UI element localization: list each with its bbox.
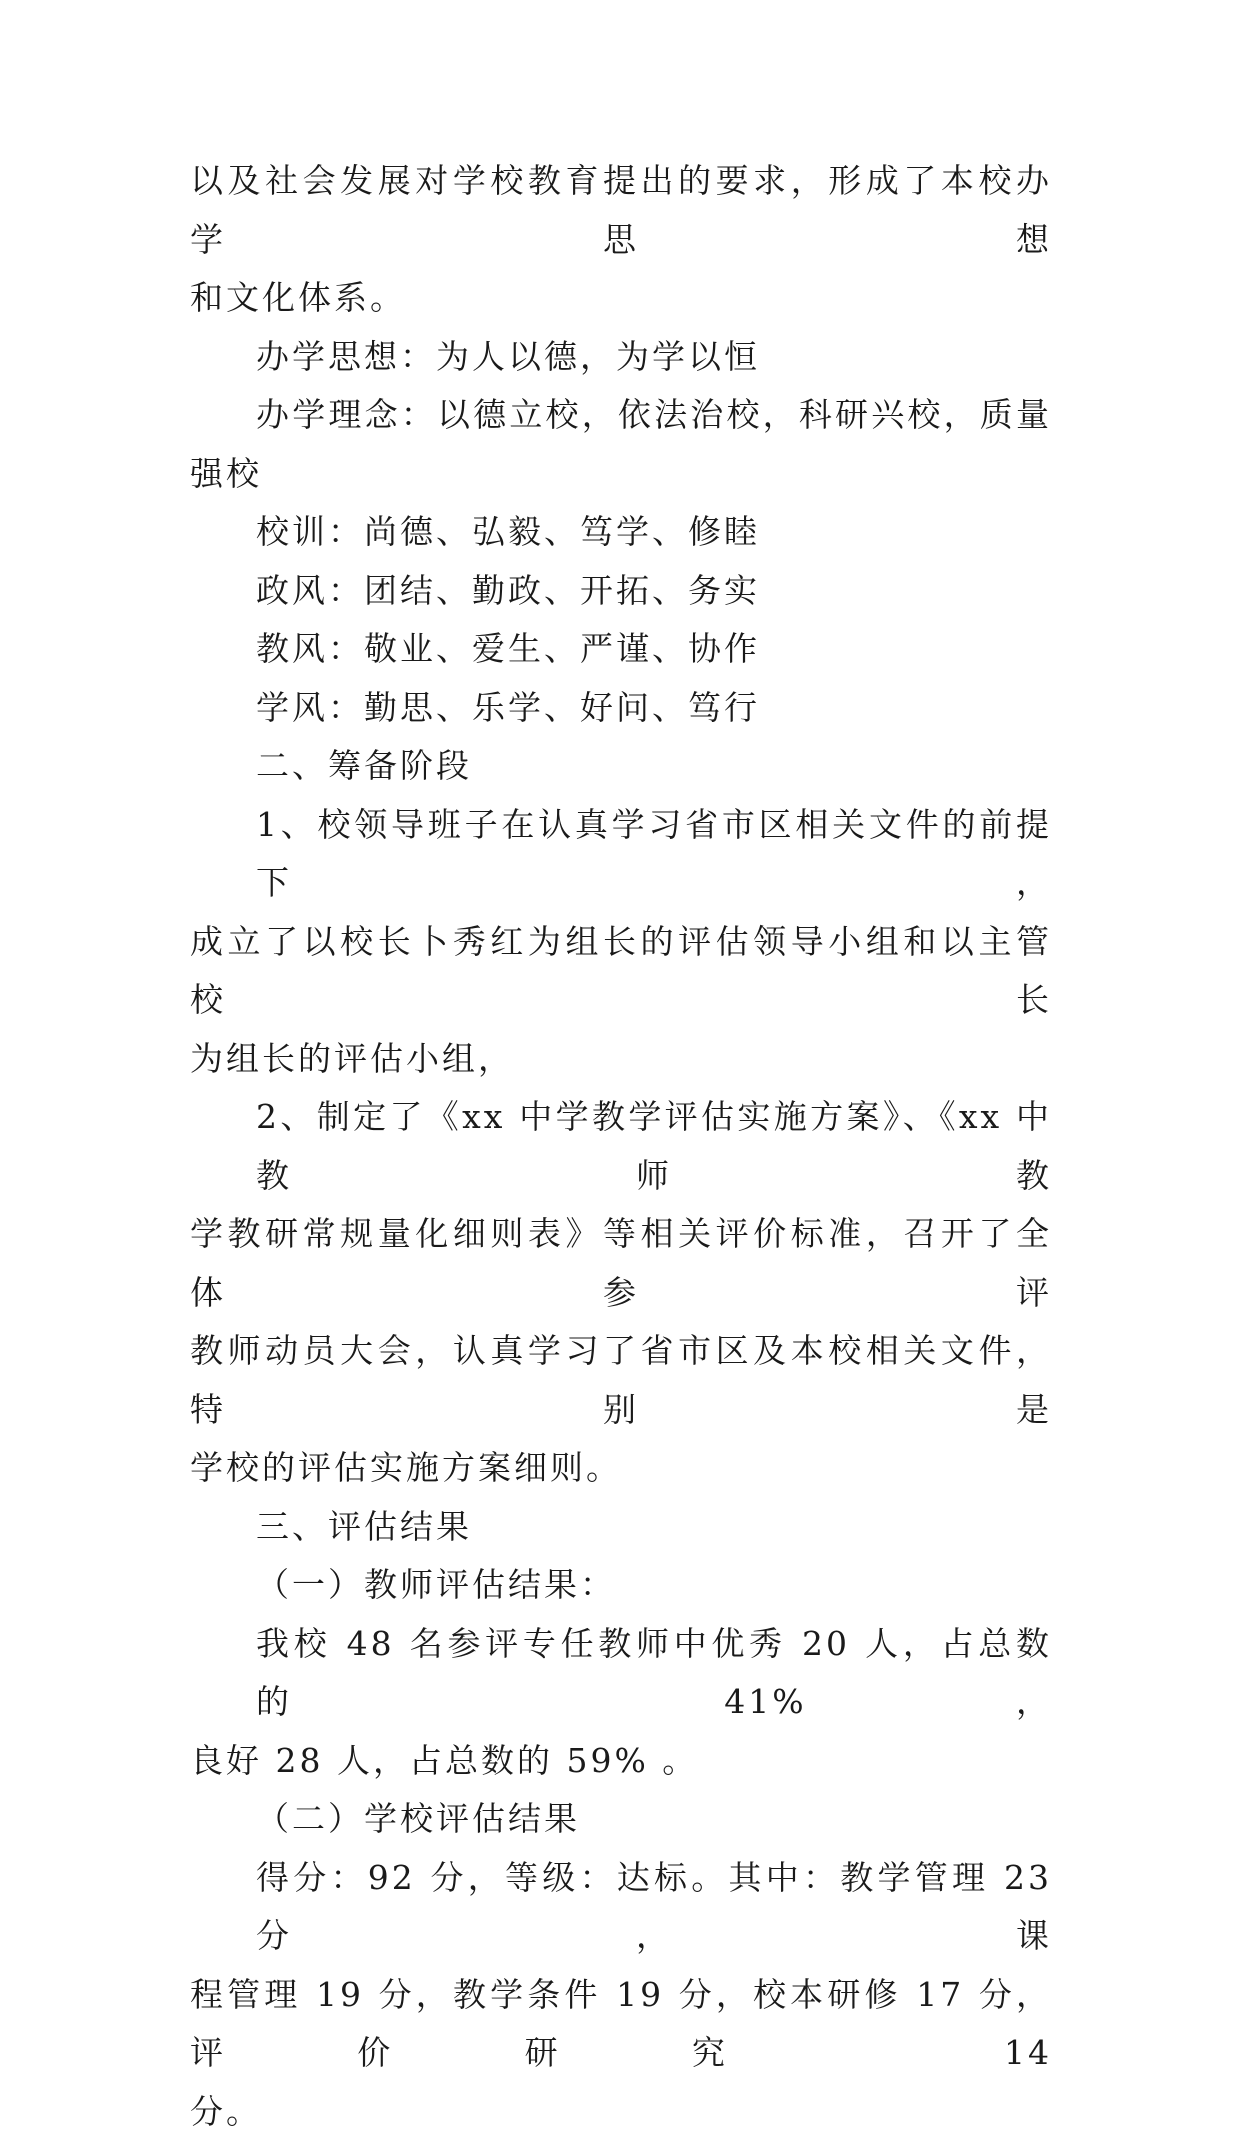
text-line: 为组长的评估小组，: [190, 1030, 1052, 1089]
paragraph-study-style: [190, 679, 1052, 738]
text-line: 和文化体系。: [190, 269, 1052, 328]
document-body: [190, 152, 1052, 2141]
text-line: 分。: [190, 2083, 1052, 2141]
text-line: 教师动员大会，认真学习了省市区及本校相关文件，特别是: [190, 1322, 1052, 1439]
subheading-teacher-results: [190, 1556, 1052, 1615]
text-line: 以及社会发展对学校教育提出的要求，形成了本校办学思想: [190, 152, 1052, 269]
text-line: 政风：团结、勤政、开拓、务实: [256, 571, 760, 610]
text-line: 得分：92 分，等级：达标。其中：教学管理 23 分，课: [190, 1849, 1052, 1966]
paragraph-teaching-style: [190, 620, 1052, 679]
text-line: 学校的评估实施方案细则。: [190, 1439, 1052, 1498]
paragraph-school-motto: [190, 503, 1052, 562]
paragraph-school-concept: [190, 386, 1052, 503]
text-line: 2、制定了《xx 中学教学评估实施方案》、《xx 中教师教: [190, 1088, 1052, 1205]
paragraph-teacher-results: [190, 1615, 1052, 1791]
paragraph-preparation-item-1: [190, 796, 1052, 1089]
subheading-school-results: [190, 1790, 1052, 1849]
section-heading-preparation: [190, 737, 1052, 796]
text-line: （一）教师评估结果：: [256, 1565, 616, 1604]
text-line: 学风：勤思、乐学、好问、笃行: [256, 688, 760, 727]
text-line: 办学理念：以德立校，依法治校，科研兴校，质量强校: [190, 395, 1052, 493]
text-line: 学教研常规量化细则表》等相关评价标准，召开了全体参评: [190, 1205, 1052, 1322]
text-line: 程管理 19 分，教学条件 19 分，校本研修 17 分，评价研究 14: [190, 1966, 1052, 2083]
text-line: （二）学校评估结果: [256, 1799, 580, 1838]
text-line: 三、评估结果: [256, 1507, 472, 1546]
text-line: 办学思想：为人以德，为学以恒: [256, 337, 760, 376]
paragraph-preparation-item-2: [190, 1088, 1052, 1498]
text-line: 成立了以校长卜秀红为组长的评估领导小组和以主管校长: [190, 913, 1052, 1030]
text-line: 1、校领导班子在认真学习省市区相关文件的前提下，: [190, 796, 1052, 913]
paragraph-school-results: [190, 1849, 1052, 2141]
text-line: 二、筹备阶段: [256, 746, 472, 785]
paragraph-school-philosophy-intro: [190, 152, 1052, 328]
text-line: 教风：敬业、爱生、严谨、协作: [256, 629, 760, 668]
paragraph-admin-style: [190, 562, 1052, 621]
section-heading-results: [190, 1498, 1052, 1557]
text-line: 良好 28 人，占总数的 59% 。: [190, 1732, 1052, 1791]
text-line: 校训：尚德、弘毅、笃学、修睦: [256, 512, 760, 551]
text-line: 我校 48 名参评专任教师中优秀 20 人，占总数的 41%，: [190, 1615, 1052, 1732]
paragraph-school-thought: [190, 328, 1052, 387]
